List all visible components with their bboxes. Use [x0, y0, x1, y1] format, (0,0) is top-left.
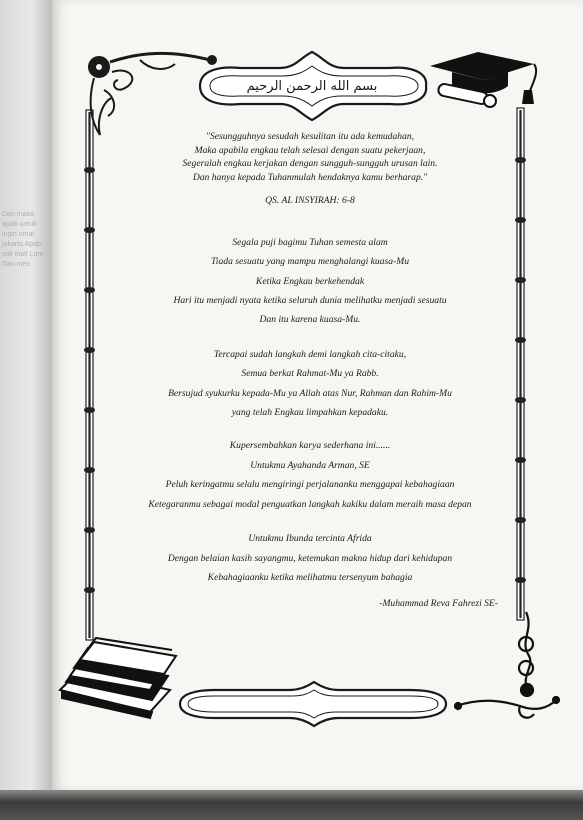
stanza-line: Dengan belaian kasih sayangmu, ketemukan makna hidup dari kehidupan [167, 552, 453, 564]
stanza-line: Peluh keringatmu selalu mengiringi perjalananku menggapai kebahagiaan [165, 479, 455, 490]
quote-block [100, 130, 520, 184]
stanza-line: Kupersembahkan karya sederhana ini...... [229, 440, 391, 451]
stanza-mother [100, 529, 520, 588]
stanza-line: Bersujud syukurku kepada-Mu ya Allah atas Nur, Rahman dan Rahim-Mu [168, 387, 452, 399]
stanza-line: Untukmu Ibunda tercinta Afrida [248, 533, 372, 544]
stanza-line: Kebahagiaanku ketika melihatmu tersenyum bahagia [207, 572, 413, 584]
graduation-cap-icon [430, 52, 536, 107]
bismillah-text: بسم الله الرحمن الرحيم [246, 79, 378, 94]
bleed-through-text: Dan maka apab untuk ingin umat jakarta Apab mili mati Lum Dan men [2, 211, 44, 268]
signature: -Muhammad Reva Fahrezi SE- [379, 598, 498, 609]
stanza-line: yang telah Engkau limpahkan kepadaku. [231, 406, 389, 418]
stanza-gratitude [100, 345, 520, 422]
corner-flourish-top-left [89, 53, 216, 135]
stanza-line: Ketegaranmu sebagai modal penguatkan langkah kakiku dalam meraih masa depan [148, 498, 472, 510]
quote-line: Maka apabila engkau telah selesai dengan suatu pekerjaan, [194, 144, 426, 156]
stanza-line: Semua berkat Rahmat-Mu ya Rabb. [241, 368, 379, 380]
bottom-cartouche [180, 682, 446, 726]
quote-line: Segeralah engkau kerjakan dengan sungguh-sungguh urusan lain. [182, 158, 438, 169]
bismillah-cartouche [200, 52, 426, 120]
stanza-line: Segala puji bagimu Tuhan semesta alam [232, 237, 388, 248]
stanza-line: Tiada sesuatu yang mampu menghalangi kuasa-Mu [211, 256, 409, 268]
stanza-father [100, 436, 520, 514]
stanza-line: Tercapai sudah langkah demi langkah cita-citaku, [213, 349, 407, 360]
corner-flourish-bottom-right [455, 612, 559, 718]
stanza-line: Dan itu karena kuasa-Mu. [259, 314, 361, 326]
stanza-line: Hari itu menjadi nyata ketika seluruh dunia melihatku menjadi sesuatu [173, 294, 447, 306]
stanza-praise [100, 233, 520, 329]
quote-reference [100, 194, 520, 208]
stanza-line: Untukmu Ayahanda Arman, SE [250, 459, 370, 471]
quote-line: "Sesungguhnya sesudah kesulitan itu ada kemudahan, [205, 131, 415, 142]
left-border-bar [85, 110, 95, 640]
reference-text: QS. AL INSYIRAH: 6-8 [265, 195, 355, 206]
books-stack-icon [60, 638, 176, 718]
quote-line: Dan hanya kepada Tuhanmulah hendaknya kamu berharap." [192, 171, 428, 183]
stanza-line: Ketika Engkau berkehendak [255, 275, 365, 287]
